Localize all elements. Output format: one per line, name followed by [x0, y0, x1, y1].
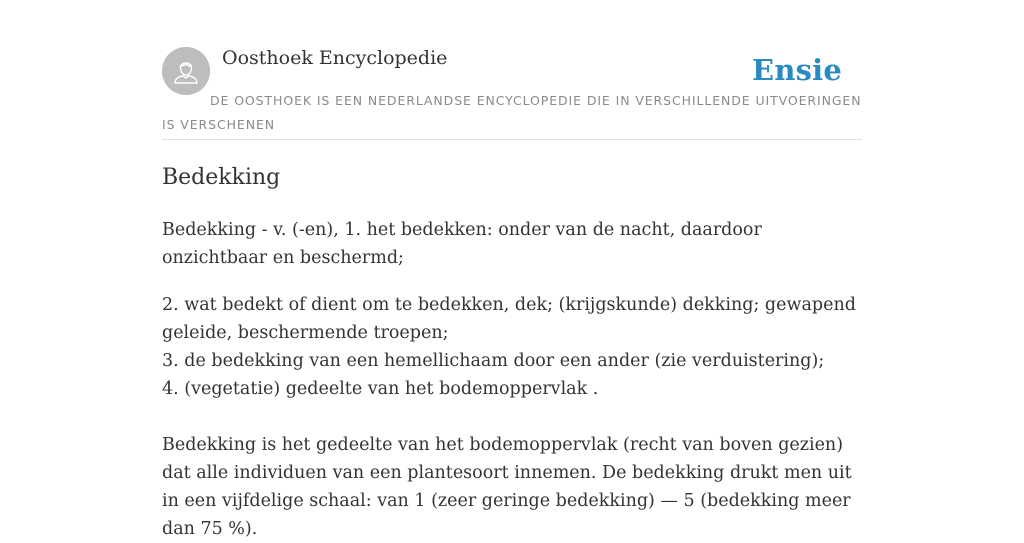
brand-logo[interactable]: Ensie [752, 53, 842, 87]
article-page [162, 0, 862, 539]
explanation-paragraph: Bedekking is het gedeelte van het bodemoppervlak (recht van boven gezien) dat alle individuen van een plantesoort innemen. De bedekking drukt men uit in een vijfdelige schaal: van 1 (zeer geringe bedekking) — 5 (bedekking meer dan 75 %). [162, 435, 852, 539]
source-description: DE OOSTHOEK IS EEN NEDERLANDSE ENCYCLOPEDIE DIE IN VERSCHILLENDE UITVOERINGEN IS VERSCHENEN [162, 93, 862, 132]
definition-paragraph: Bedekking - v. (-en), 1. het bedekken: onder van de nacht, daardoor onzichtbaar en beschermd; [162, 220, 762, 268]
source-title-link[interactable]: Oosthoek Encyclopedie [222, 47, 448, 69]
source-avatar[interactable] [162, 47, 210, 95]
definition-line: 4. (vegetatie) gedeelte van het bodemoppervlak . [162, 379, 599, 399]
entry-body [162, 216, 862, 543]
paragraph-spacer [162, 403, 862, 431]
entry-title: Bedekking [162, 165, 281, 190]
user-silhouette-icon [162, 47, 210, 95]
definition-line: 2. wat bedekt of dient om te bedekken, dek; (krijgskunde) dekking; gewapend geleide, beschermende troepen; [162, 295, 856, 343]
definition-line: 3. de bedekking van een hemellichaam door een ander (zie verduistering); [162, 351, 825, 371]
header-divider [162, 139, 862, 140]
